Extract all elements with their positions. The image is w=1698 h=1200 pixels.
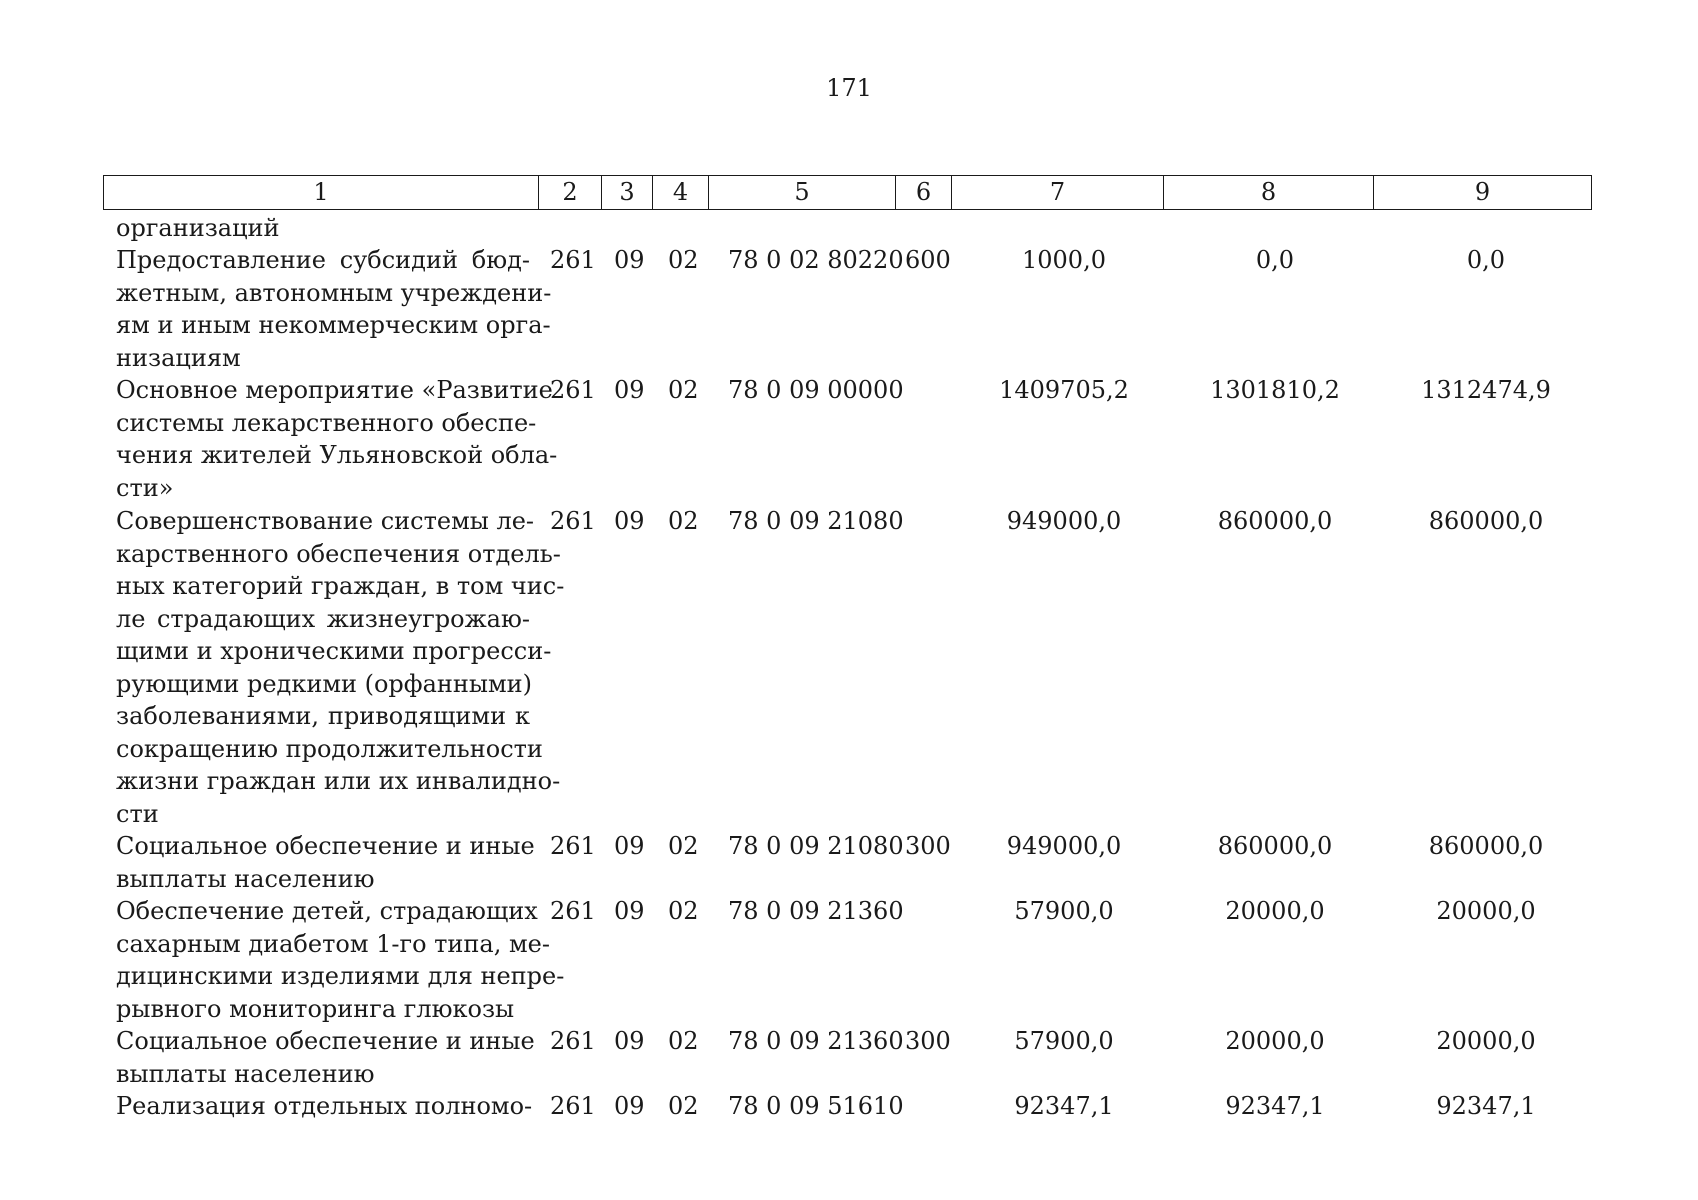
page-number: 171 <box>826 74 872 102</box>
row-name <box>116 244 552 374</box>
row-c4-value: 02 <box>668 897 699 925</box>
header-col-3: 3 <box>602 176 653 210</box>
row-c8-value: 20000,0 <box>1225 897 1325 925</box>
row-name-line: Предоставление субсидий бюд- <box>116 246 530 274</box>
row-name-line: щими и хроническими прогресси- <box>116 637 552 665</box>
row-c5-value: 78 0 02 80220 <box>728 246 904 274</box>
row-c8-value: 0,0 <box>1255 246 1295 274</box>
row-c9-value: 20000,0 <box>1436 1027 1536 1055</box>
header-col-9: 9 <box>1374 176 1592 210</box>
row-name-line: ле страдающих жизнеугрожаю- <box>116 604 530 633</box>
row-c2-value: 261 <box>550 1092 596 1120</box>
row-name-line: карственного обеспечения отдель- <box>116 539 561 568</box>
row-name-line: организаций <box>116 214 280 242</box>
row-c7-value: 949000,0 <box>1006 507 1122 535</box>
header-col-8: 8 <box>1164 176 1374 210</box>
row-c3-value: 09 <box>614 376 645 404</box>
row-c2-value: 261 <box>550 897 596 925</box>
row-c6-value: 300 <box>905 832 951 860</box>
header-col-2: 2 <box>539 176 602 210</box>
row-c6-value: 600 <box>905 246 951 274</box>
header-col-7: 7 <box>952 176 1164 210</box>
row-name-line: ных категорий граждан, в том чис- <box>116 572 565 600</box>
header-col-5: 5 <box>709 176 896 210</box>
row-c4-value: 02 <box>668 376 699 404</box>
row-name-line: ям и иным некоммерческим орга- <box>116 311 551 339</box>
row-c4-value: 02 <box>668 832 699 860</box>
row-c7-value: 1409705,2 <box>999 376 1129 404</box>
row-name-line: выплаты населению <box>116 1059 375 1088</box>
row-c2-value: 261 <box>550 1027 596 1055</box>
row-name-line: жетным, автономным учреждени- <box>116 278 552 307</box>
row-c5-value: 78 0 09 51610 <box>728 1092 904 1120</box>
row-c7-value: 92347,1 <box>1014 1092 1114 1120</box>
row-c2-value: 261 <box>550 832 596 860</box>
row-c4-value: 02 <box>668 507 699 535</box>
row-c2-value: 261 <box>550 376 596 404</box>
row-c7-value: 1000,0 <box>1022 246 1106 274</box>
row-c5-value: 78 0 09 00000 <box>728 376 904 404</box>
row-name-line: выплаты населению <box>116 864 375 893</box>
row-c9-value: 20000,0 <box>1436 897 1536 925</box>
header-col-6: 6 <box>896 176 952 210</box>
row-name-line: Обеспечение детей, страдающих <box>116 897 538 925</box>
row-c4-value: 02 <box>668 1092 699 1120</box>
row-c9-value: 0,0 <box>1466 246 1506 274</box>
row-name <box>116 830 535 895</box>
row-c8-value: 860000,0 <box>1217 832 1333 860</box>
row-name <box>116 212 530 245</box>
row-name-line: Основное мероприятие «Развитие <box>116 376 553 404</box>
row-c2-value: 261 <box>550 246 596 274</box>
row-c3-value: 09 <box>614 246 645 274</box>
row-c4-value: 02 <box>668 1027 699 1055</box>
row-c6-value: 300 <box>905 1027 951 1055</box>
row-name-line: жизни граждан или их инвалидно- <box>116 767 561 795</box>
row-c5-value: 78 0 09 21080 <box>728 832 904 860</box>
row-c8-value: 92347,1 <box>1225 1092 1325 1120</box>
row-name-line: Реализация отдельных полномо- <box>116 1092 533 1120</box>
row-c4-value: 02 <box>668 246 699 274</box>
row-c9-value: 1312474,9 <box>1421 376 1551 404</box>
row-name-line: сахарным диабетом 1-го типа, ме- <box>116 929 550 958</box>
column-number-header <box>103 175 1592 210</box>
row-name-line: сокращению продолжительности <box>116 734 543 763</box>
row-name-line: Социальное обеспечение и иные <box>116 832 535 860</box>
row-c7-value: 57900,0 <box>1014 1027 1114 1055</box>
row-c5-value: 78 0 09 21360 <box>728 1027 904 1055</box>
row-c7-value: 949000,0 <box>1006 832 1122 860</box>
row-name-line: рующими редкими (орфанными) <box>116 669 533 698</box>
row-c2-value: 261 <box>550 507 596 535</box>
row-name <box>116 1025 535 1090</box>
row-c3-value: 09 <box>614 897 645 925</box>
header-col-4: 4 <box>653 176 709 210</box>
row-c9-value: 860000,0 <box>1428 507 1544 535</box>
row-c3-value: 09 <box>614 507 645 535</box>
row-c3-value: 09 <box>614 1027 645 1055</box>
row-name-line: сти» <box>116 473 174 502</box>
row-c3-value: 09 <box>614 832 645 860</box>
row-c7-value: 57900,0 <box>1014 897 1114 925</box>
row-c8-value: 860000,0 <box>1217 507 1333 535</box>
row-name-line: рывного мониторинга глюкозы <box>116 994 515 1023</box>
row-c5-value: 78 0 09 21080 <box>728 507 904 535</box>
row-c8-value: 20000,0 <box>1225 1027 1325 1055</box>
row-name-line: дицинскими изделиями для непре- <box>116 962 565 990</box>
row-name <box>116 505 565 830</box>
row-name-line: сти <box>116 799 159 828</box>
row-c8-value: 1301810,2 <box>1210 376 1340 404</box>
row-name-line: чения жителей Ульяновской обла- <box>116 441 558 469</box>
row-name-line: низациям <box>116 343 241 372</box>
row-name-line: Совершенствование системы ле- <box>116 507 535 535</box>
header-col-1: 1 <box>104 176 539 210</box>
row-c5-value: 78 0 09 21360 <box>728 897 904 925</box>
row-name-line: Социальное обеспечение и иные <box>116 1027 535 1055</box>
row-name <box>116 895 565 1025</box>
row-c9-value: 860000,0 <box>1428 832 1544 860</box>
row-name <box>116 1090 533 1123</box>
row-c3-value: 09 <box>614 1092 645 1120</box>
row-name <box>116 374 558 504</box>
row-c9-value: 92347,1 <box>1436 1092 1536 1120</box>
row-name-line: системы лекарственного обеспе- <box>116 408 537 437</box>
row-name-line: заболеваниями, приводящими к <box>116 702 530 730</box>
